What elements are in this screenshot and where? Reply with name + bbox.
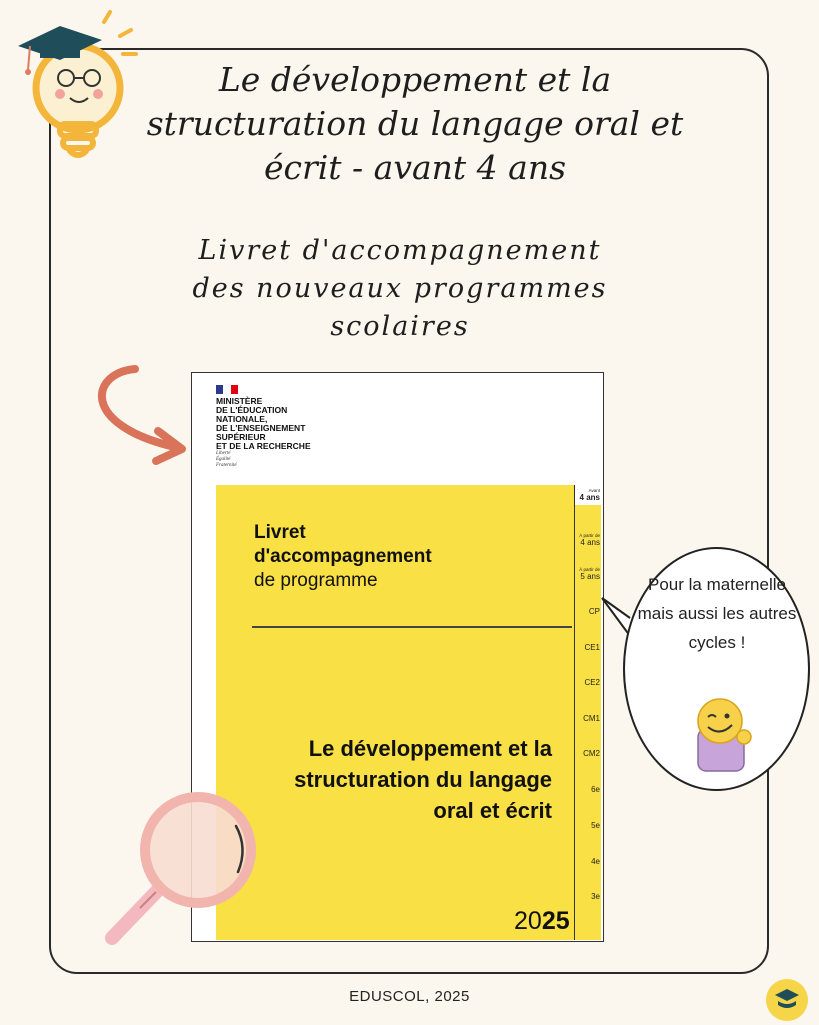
booklet-year: 2025: [514, 907, 570, 935]
level-tab: CE2: [584, 678, 600, 687]
ministry-name: MINISTÈRE DE L'ÉDUCATION NATIONALE, DE L'ENSEIGNEMENT SUPÉRIEUR ET DE LA RECHERCHE: [216, 396, 311, 451]
booklet-title: Le développement et la structuration du langage oral et écrit: [294, 736, 552, 823]
level-tab-avant-4-ans: Avant 4 ans: [575, 485, 602, 505]
level-tab: CM1: [583, 714, 600, 723]
level-tab: CM2: [583, 749, 600, 758]
cover-divider: [252, 626, 572, 628]
level-tab: 5e: [591, 821, 600, 830]
page-title: Le développement et la structuration du langage oral et écrit - avant 4 ans: [146, 60, 684, 187]
level-tab: 6e: [591, 785, 600, 794]
winking-smiley-icon: [690, 695, 756, 775]
source-credit: EDUSCOL, 2025: [349, 988, 470, 1005]
level-tab: CE1: [584, 643, 600, 652]
level-tab: À partir de 5 ans: [579, 567, 600, 581]
french-flag-icon: [216, 385, 238, 394]
level-tab: 4e: [591, 857, 600, 866]
republic-motto: Liberté Égalité Fraternité: [216, 451, 237, 468]
magnifier-icon: [98, 790, 268, 955]
level-tab: CP: [588, 607, 600, 616]
level-index: [574, 485, 602, 940]
curved-arrow-icon: [80, 365, 190, 475]
page-subtitle: Livret d'accompagnement des nouveaux programmes scolaires: [192, 235, 608, 342]
lightbulb-graduate-icon: [10, 6, 140, 166]
cover-yellow-panel: [216, 485, 601, 940]
booklet-type: Livret d'accompagnement de programme: [254, 522, 432, 591]
logo-icon: [766, 979, 808, 1021]
level-tab: 3e: [591, 892, 600, 901]
level-tab: À partir de 4 ans: [579, 533, 600, 547]
speech-bubble-text: Pour la maternelle mais aussi les autres cycles !: [637, 575, 797, 652]
